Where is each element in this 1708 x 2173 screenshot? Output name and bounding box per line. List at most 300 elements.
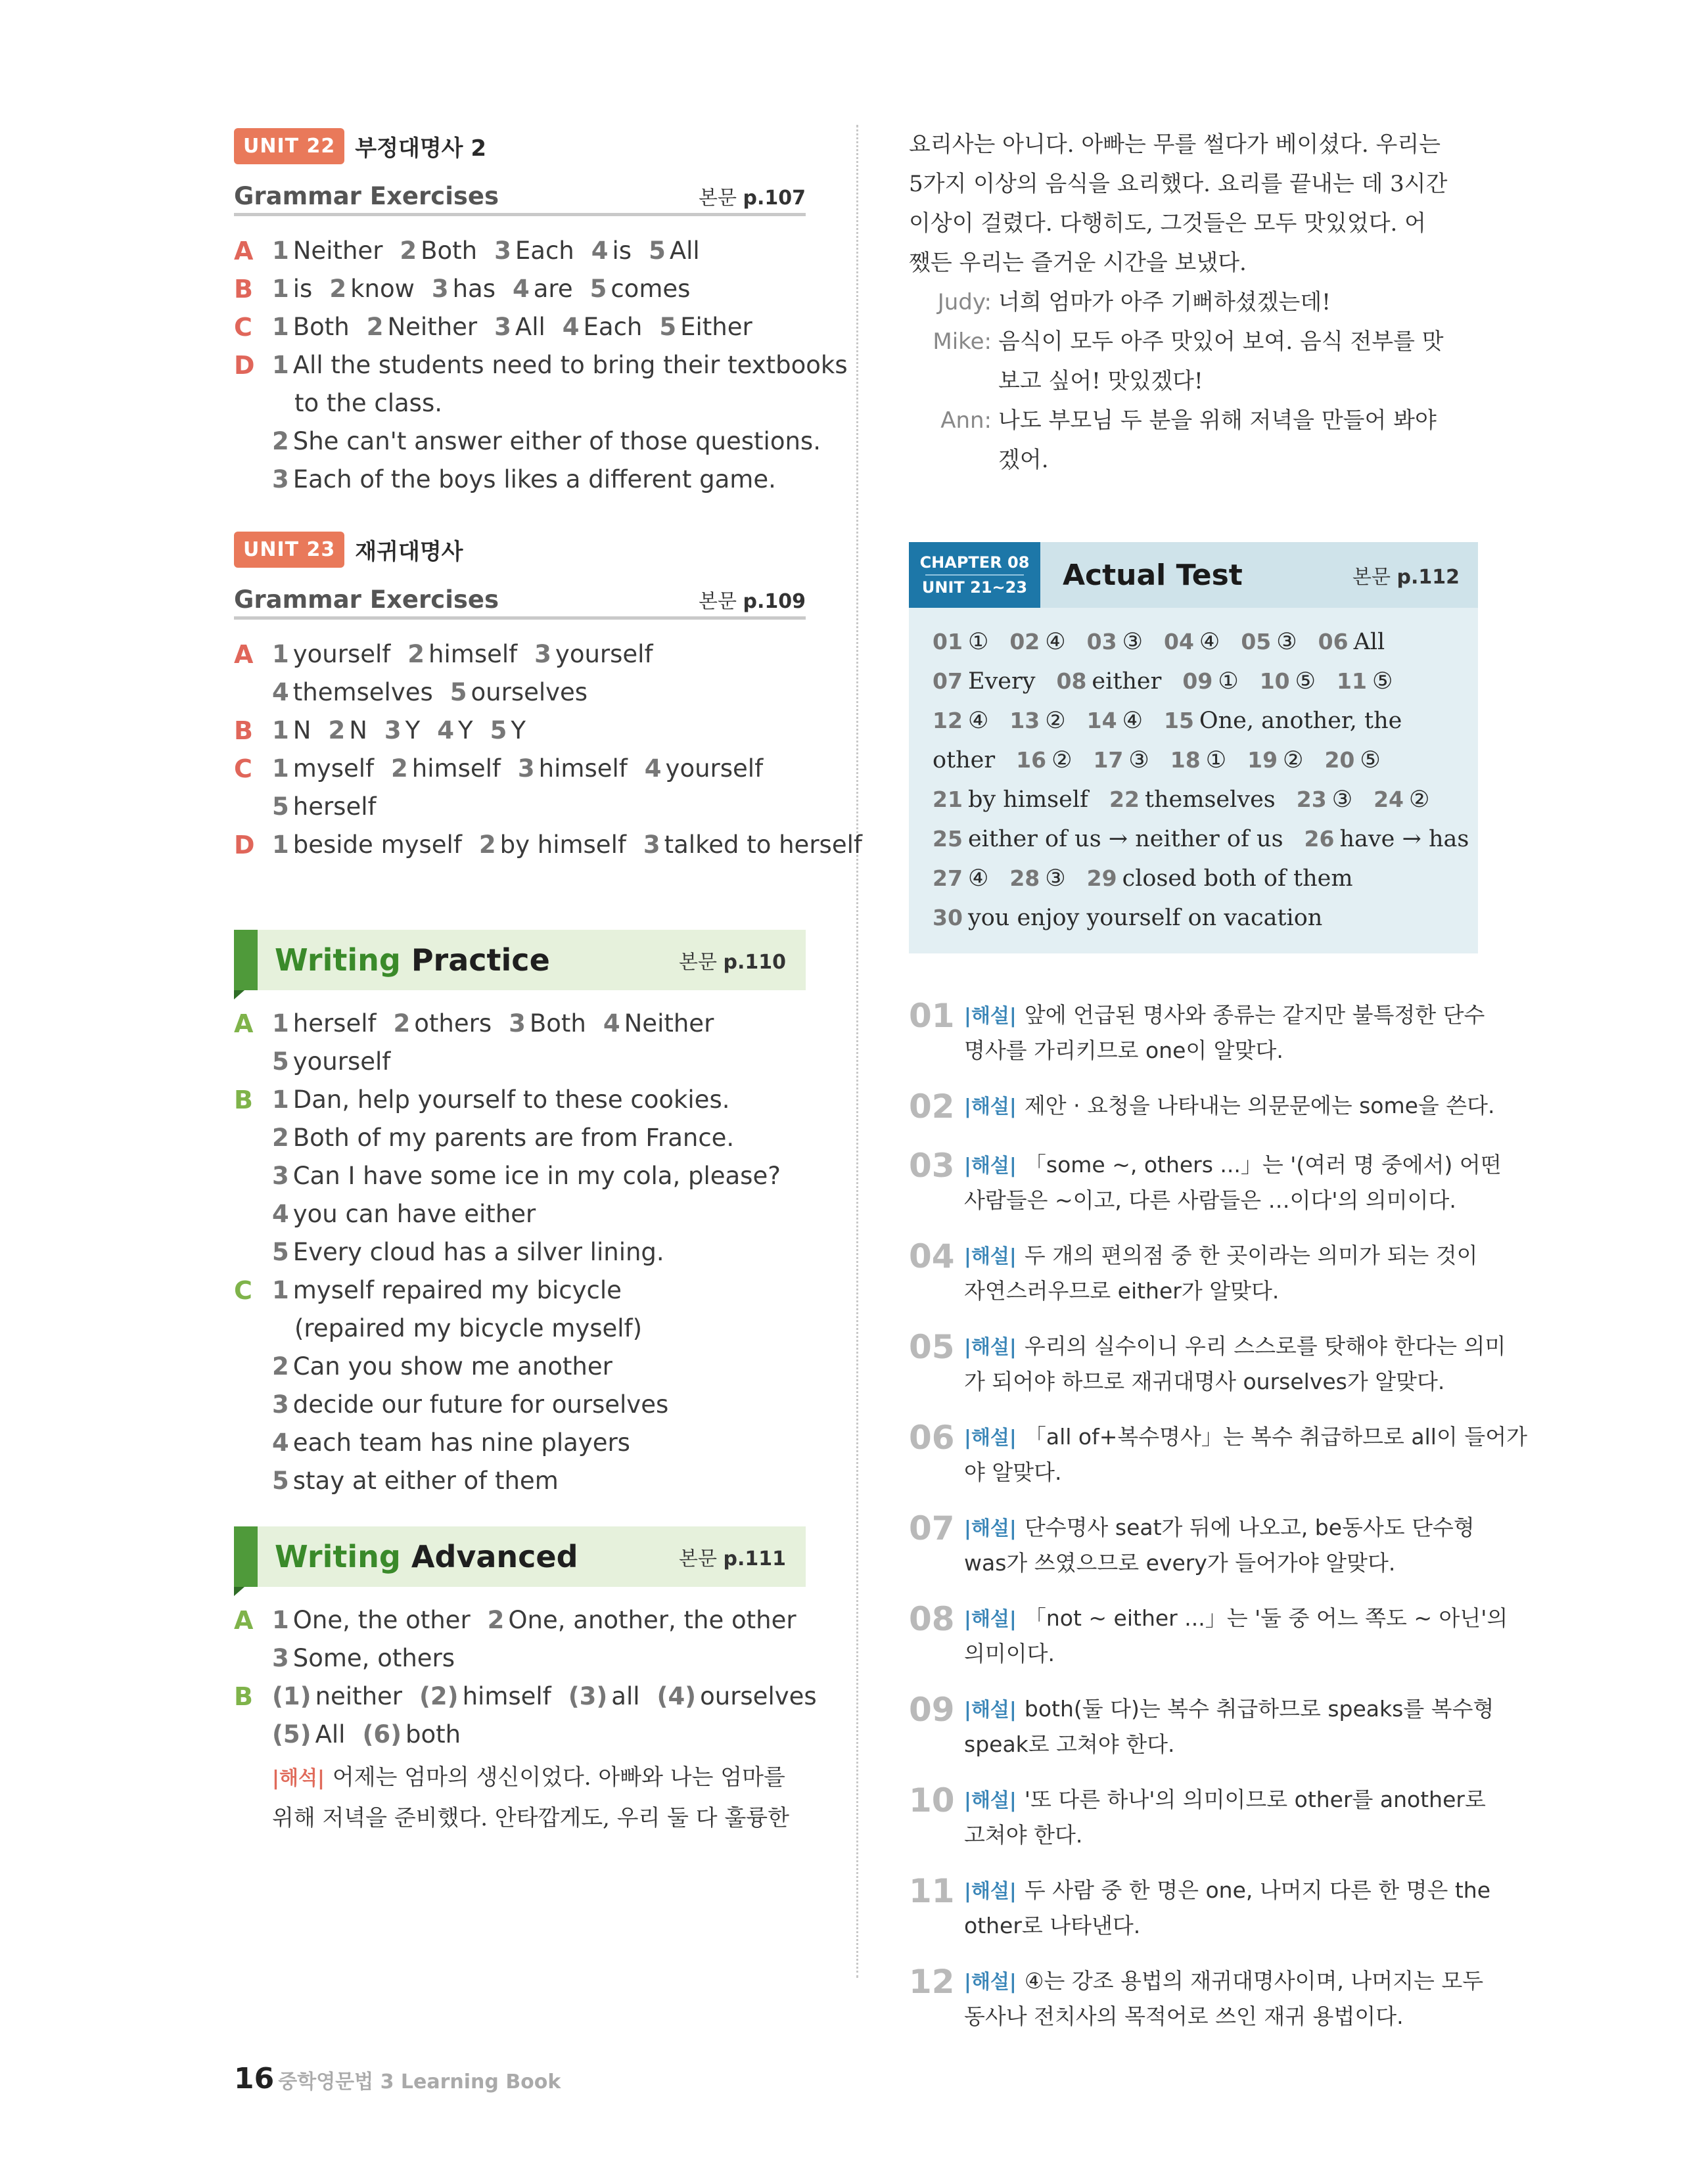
answer-text: Neither [387,313,478,341]
footer-brand: 중학영문법 3 Learning Book [278,2070,561,2093]
question-number: 07 [933,668,963,694]
section-title: Writing Advanced [275,1539,578,1574]
explanation-item [909,1508,1478,1580]
item-number: 2 [400,237,417,265]
answer-text: you enjoy yourself on vacation [967,905,1323,931]
actual-test-box [909,542,1478,953]
explanation-item [909,1961,1484,2034]
explanation-item [909,1599,1508,1671]
answer-text: beside myself [292,831,462,859]
answer-text: N [349,716,367,744]
answer-letter: A [234,640,254,669]
item-number: 5 [490,716,507,744]
item-number: 5 [272,1047,289,1076]
explanation-text: 명사를 가리키므로 one이 알맞다. [964,1038,1283,1063]
answer-text: himself [538,754,628,783]
test-answer [933,859,988,898]
grammar-exercises-header [234,585,806,620]
item-number: (5) [272,1720,312,1749]
answer-text: by himself [967,787,1088,813]
answer-text: has [452,275,496,303]
answer-row [933,741,1458,780]
item-number: 3 [494,313,511,341]
question-number: 18 [1170,747,1201,773]
item-number: 2 [407,640,425,668]
item-number: 4 [513,275,530,303]
item-number: 4 [591,237,609,265]
page-footer [234,2062,561,2095]
unit-badge: UNIT 23 [234,532,344,568]
answer-text: talked to herself [664,831,862,859]
page-reference: 본문 p.109 [698,590,806,613]
answer-row [933,662,1458,701]
answer-row [933,819,1469,859]
answer-text: herself [292,792,377,821]
answer-text: ① [1218,668,1239,695]
answer-text: Both [421,237,478,265]
dialog-line [909,401,1478,480]
explanation-item [909,1417,1527,1490]
answer-text: All [1353,629,1385,655]
page-reference: 본문 p.110 [678,951,786,974]
answer-text: is [612,237,632,265]
actual-test-title: Actual Test [1063,558,1243,592]
answer-text: Can you show me another [292,1352,612,1381]
item-number: (3) [568,1682,608,1710]
explanation-text: 의미이다. [964,1641,1055,1666]
item-number: 5 [649,237,666,265]
explanation-item [909,1327,1506,1399]
answer-text: One, the other [292,1606,471,1634]
explanation-text: 자연스러우므로 either가 알맞다. [964,1278,1280,1304]
answer-text: ⑤ [1360,747,1381,773]
explanation-tag: |해설| [964,1245,1017,1268]
answer-text: All [669,237,700,265]
answer-text: myself [292,754,375,783]
explanation-item [909,995,1485,1068]
item-number: 5 [659,313,677,341]
item-number: 4 [272,1429,289,1457]
dialog-text: 겠어. [998,447,1049,473]
item-number: 3 [272,1390,289,1419]
green-flag-icon [234,1526,258,1587]
item-number: 4 [644,754,662,783]
question-number: 05 [1241,629,1272,654]
answer-letter: D [234,351,255,380]
answer-text: ② [1283,747,1304,773]
answer-text: ② [1051,747,1073,773]
item-number: 3 [643,831,660,859]
unit-23-header [234,532,806,568]
answer-letter: B [234,716,253,745]
answer-text: by himself [499,831,626,859]
explanation-tag: |해설| [964,1427,1017,1450]
answer-letter: C [234,754,252,783]
answer-text: have → has [1339,826,1469,852]
item-number: 3 [509,1009,526,1038]
item-number: 2 [328,716,346,744]
speaker-name: Mike: [933,329,992,355]
item-number: 4 [272,678,289,706]
answer-letter: A [234,1009,254,1038]
answer-text: Each of the boys likes a different game. [292,465,776,493]
question-number: 17 [1093,747,1124,773]
writing-practice-header [234,930,806,990]
answer-row [234,232,806,270]
answer-letter: B [234,1086,253,1114]
explanation-text: 동사나 전치사의 목적어로 쓰인 재귀 용법이다. [964,2003,1404,2029]
dialog-text: 너희 엄마가 아주 기뻐하셨겠는데! [998,289,1331,315]
explanation-item [909,1236,1478,1308]
answer-text: Both [529,1009,586,1038]
question-number: 05 [909,1328,955,1366]
test-answer [1241,622,1297,662]
answer-row [234,1081,806,1271]
explanation-text: 야 알맞다. [964,1459,1062,1485]
item-number: 2 [487,1606,505,1634]
answer-text: each team has nine players [292,1429,630,1457]
item-number: 3 [534,640,551,668]
answer-text: yourself [665,754,764,783]
answer-text: both [405,1720,461,1749]
answer-text: is [292,275,313,303]
test-answer [1373,780,1429,819]
question-number: 10 [1259,668,1290,694]
question-number: 06 [909,1419,955,1457]
section-title: Writing Practice [275,942,550,978]
answer-text: N [292,716,312,744]
answer-row [933,622,1458,662]
explanation-tag: |해설| [964,1699,1017,1722]
answer-text: myself repaired my bicycle [292,1276,622,1304]
explanation-text: '또 다른 하나'의 의미이므로 other를 another로 [1024,1787,1486,1812]
answer-row [234,1678,817,1754]
test-answer [1164,701,1402,741]
test-answer [1337,662,1393,701]
item-number: 4 [603,1009,620,1038]
test-answer [1087,622,1143,662]
item-number: 2 [391,754,408,783]
answer-text: ③ [1128,747,1149,773]
answer-text: Neither [624,1009,714,1038]
question-number: 24 [1373,787,1404,812]
item-number: 2 [366,313,384,341]
item-number: 4 [562,313,580,341]
answer-text: Some, others [292,1644,455,1672]
speaker-name: Judy: [937,289,992,315]
answer-text: all [611,1682,640,1710]
explanation-text: 단수명사 seat가 뒤에 나오고, be동사도 단수형 [1024,1515,1475,1540]
test-answer [933,622,988,662]
answer-text: yourself [555,640,653,668]
page-number: 16 [234,2062,275,2095]
answer-text: Each [583,313,643,341]
explanation-text: 두 사람 중 한 명은 one, 나머지 다른 한 명은 the [1024,1877,1490,1903]
answer-text: themselves [1144,787,1276,813]
answer-text: (repaired my bicycle myself) [294,1314,643,1342]
answer-text: Y [511,716,526,744]
test-answer [933,662,1035,701]
question-number: 01 [933,629,963,654]
answer-text: Can I have some ice in my cola, please? [292,1162,781,1190]
explanation-text: was가 쓰였으므로 every가 들어가야 알맞다. [964,1550,1396,1576]
item-number: 1 [272,1606,289,1634]
test-answer [1182,662,1238,701]
answer-text: know [350,275,415,303]
explanation-text: 고쳐야 한다. [964,1822,1083,1848]
question-number: 26 [1304,826,1335,852]
explanation-text: 「some ~, others ...」는 '(여러 명 중에서) 어떤 [1024,1152,1502,1178]
answer-text: ④ [1122,708,1143,734]
explanation-text: 제안 · 요청을 나타내는 의문문에는 some을 쓴다. [1024,1093,1495,1118]
question-number: 13 [1009,708,1040,733]
answer-letter: D [234,831,255,859]
left-column [234,128,862,1838]
answer-text: Dan, help yourself to these cookies. [292,1086,730,1114]
answer-text: to the class. [294,389,442,417]
item-number: (4) [657,1682,697,1710]
question-number: 16 [1016,747,1047,773]
unit-title: 부정대명사 2 [355,135,487,162]
answer-letter: B [234,1682,253,1711]
question-number: 09 [1182,668,1213,694]
page-reference: 본문 p.111 [678,1547,786,1570]
answer-text: Both of my parents are from France. [292,1124,735,1152]
explanation-text: 앞에 언급된 명사와 종류는 같지만 불특정한 단수 [1024,1002,1485,1028]
explanation-text: both(둘 다)는 복수 취급하므로 speaks를 복수형 [1024,1696,1494,1722]
speaker-name: Ann: [940,407,992,434]
answer-letter: C [234,1276,252,1305]
answer-text: ④ [1199,629,1220,655]
answer-text: ourselves [471,678,588,706]
explanation-text: speak로 고쳐야 한다. [964,1731,1175,1757]
answer-text: Y [457,716,473,744]
test-answer [1087,859,1353,898]
answer-row: C 1 myself repaired my bicycle (repaired my bicycle myself) 2 Can you show me another 3 decide our future for ourselves 4 each team has nine players 5 stay at either of them [234,1271,806,1500]
explanations-list [909,995,1527,2034]
question-number: 15 [1163,708,1194,733]
explanation-text: 「all of+복수명사」는 복수 취급하므로 all이 들어가 [1024,1424,1527,1450]
question-number: 30 [933,905,963,930]
explanation-tag: |해설| [964,1517,1017,1540]
answer-text: ④ [1045,629,1066,655]
question-number: 11 [1337,668,1367,694]
actual-test-header [909,542,1478,608]
item-number: 2 [393,1009,411,1038]
item-number: (1) [272,1682,312,1710]
item-number: 1 [272,716,289,744]
question-number: 08 [909,1600,955,1638]
answer-letter: A [234,237,254,265]
explanation-text: 「not ~ either ...」는 '둘 중 어느 쪽도 ~ 아닌'의 [1024,1605,1508,1631]
answer-text: ② [1045,708,1066,734]
explanation-tag: |해설| [964,1789,1017,1812]
question-number: 14 [1086,708,1117,733]
translation: |해석| 어제는 엄마의 생신이었다. 아빠와 나는 엄마를 위해 저녁을 준비했다. 안타깝게도, 우리 둘 다 훌륭한 [272,1764,789,1831]
dialog-text: 나도 부모님 두 분을 위해 저녁을 만들어 봐야 [998,407,1437,434]
unit-badge: UNIT 22 [234,128,344,164]
item-number: 3 [272,1644,289,1672]
question-number: 12 [909,1963,955,2001]
explanation-text: other로 나타낸다. [964,1913,1141,1938]
item-number: 3 [384,716,402,744]
test-answer [1164,622,1220,662]
answer-text: ⑤ [1372,668,1393,695]
test-answer [1260,662,1316,701]
question-number: 25 [933,826,963,852]
answer-row [933,898,1458,938]
explanation-item [909,1871,1490,1943]
page-reference: 본문 p.112 [1352,566,1460,589]
question-number: 06 [1318,629,1349,654]
item-number: 2 [272,1352,289,1381]
test-answer [1056,662,1161,701]
answer-text: ③ [1122,629,1143,655]
chapter-badge: CHAPTER 08 UNIT 21~23 [909,542,1040,608]
answer-text: Each [515,237,574,265]
test-answer [933,780,1088,819]
item-number: 1 [272,313,289,341]
column-divider [856,125,858,1978]
item-number: 1 [272,640,289,668]
actual-test-answers [909,608,1478,953]
grammar-exercises-header [234,181,806,216]
item-number: 4 [272,1200,289,1228]
explanation-item [909,1145,1502,1218]
item-number: 1 [272,275,289,303]
answer-row [234,635,806,712]
question-number: 29 [1086,865,1117,891]
answer-letter: B [234,275,253,304]
explanation-text: 사람들은 ~이고, 다른 사람들은 …이다'의 의미이다. [964,1187,1456,1213]
test-answer [1009,859,1065,898]
explanation-tag: |해설| [964,1880,1017,1903]
question-number: 03 [1086,629,1117,654]
explanation-item [909,1689,1494,1762]
item-number: 1 [272,831,289,859]
answer-text: stay at either of them [292,1467,559,1495]
right-column [909,125,1527,2034]
answer-text: Either [680,313,752,341]
answer-text: himself [462,1682,551,1710]
answer-text: ⑤ [1295,668,1316,695]
answer-text: either [1092,668,1162,695]
question-number: 12 [933,708,963,733]
answer-text: others [414,1009,492,1038]
answer-text: either of us → neither of us [967,826,1283,852]
answer-letter: C [234,313,252,342]
answer-row [234,1601,806,1678]
item-number: 1 [272,237,289,265]
answer-text: himself [428,640,518,668]
answer-text: She can't answer either of those questions. [292,427,821,455]
dialog-line [909,283,1478,322]
test-answer [1324,741,1380,780]
test-answer [1297,780,1352,819]
item-number: 5 [272,1238,289,1266]
answer-row [234,308,806,346]
test-answer [1087,701,1143,741]
item-number: 5 [450,678,467,706]
answer-row [234,826,862,864]
answer-row [933,701,1458,741]
question-number: 22 [1109,787,1140,812]
answer-text: yourself [292,1047,391,1076]
explanation-tag: |해설| [964,1336,1017,1359]
answer-text: All [315,1720,346,1749]
test-answer [1016,741,1072,780]
answer-text: comes [611,275,691,303]
answer-text: himself [411,754,501,783]
section-title: Grammar Exercises [234,585,499,614]
question-number: 20 [1324,747,1355,773]
answer-text: ③ [1331,787,1353,813]
question-number: 28 [1009,865,1040,891]
answer-text: Y [405,716,421,744]
explanation-text: 두 개의 편의점 중 한 곳이라는 의미가 되는 것이 [1024,1243,1478,1268]
unit-22-header [234,128,806,164]
dialog-text: 음식이 모두 아주 맛있어 보여. 음식 전부를 맛 [998,329,1444,355]
answer-text: Both [292,313,350,341]
answer-text: decide our future for ourselves [292,1390,669,1419]
explanation-tag: |해설| [964,1971,1017,1994]
item-number: 2 [478,831,496,859]
test-answer [933,819,1283,859]
item-number: (6) [362,1720,402,1749]
item-number: 3 [517,754,535,783]
answer-text: yourself [292,640,391,668]
question-number: 02 [909,1087,955,1126]
answer-text: ② [1409,787,1430,813]
question-number: 03 [909,1147,955,1185]
item-number: 4 [437,716,454,744]
answer-text: herself [292,1009,377,1038]
question-number: 21 [933,787,963,812]
dialog-text: 보고 싶어! 맛있겠다! [998,368,1203,394]
answer-row: D 1 All the students need to bring their textbooks to the class. 2 She can't answer either of those questions. 3 Each of the boys likes a different game. [234,346,806,499]
answer-text: you can have either [292,1200,536,1228]
answer-text: ① [967,629,989,655]
answer-text: One, another, the [1199,708,1402,734]
item-number: 5 [272,792,289,821]
item-number: 5 [589,275,607,303]
explanation-tag: |해설| [964,1155,1017,1178]
explanation-text: 가 되어야 하므로 재귀대명사 ourselves가 알맞다. [964,1369,1445,1394]
answer-text: Neither [292,237,383,265]
item-number: 3 [494,237,511,265]
answer-text: ④ [967,708,989,734]
answer-row [234,712,806,750]
explanation-item [909,1086,1495,1127]
test-answer [1170,741,1226,780]
item-number: 1 [272,1009,289,1038]
item-number: 3 [431,275,449,303]
explanation-tag: |해설| [964,1608,1017,1631]
test-answer [1304,819,1469,859]
item-number: 2 [329,275,347,303]
test-answer [1109,780,1276,819]
page-reference: 본문 p.107 [698,187,806,210]
explanation-tag: |해설| [964,1005,1017,1028]
answer-row [933,859,1458,898]
answer-text: All the students need to bring their textbooks [292,351,848,379]
question-number: 04 [909,1237,955,1275]
answer-row [234,270,806,308]
test-answer [933,741,995,780]
item-number: (2) [419,1682,459,1710]
answer-row [234,750,806,826]
explanation-tag: |해설| [964,1095,1017,1118]
